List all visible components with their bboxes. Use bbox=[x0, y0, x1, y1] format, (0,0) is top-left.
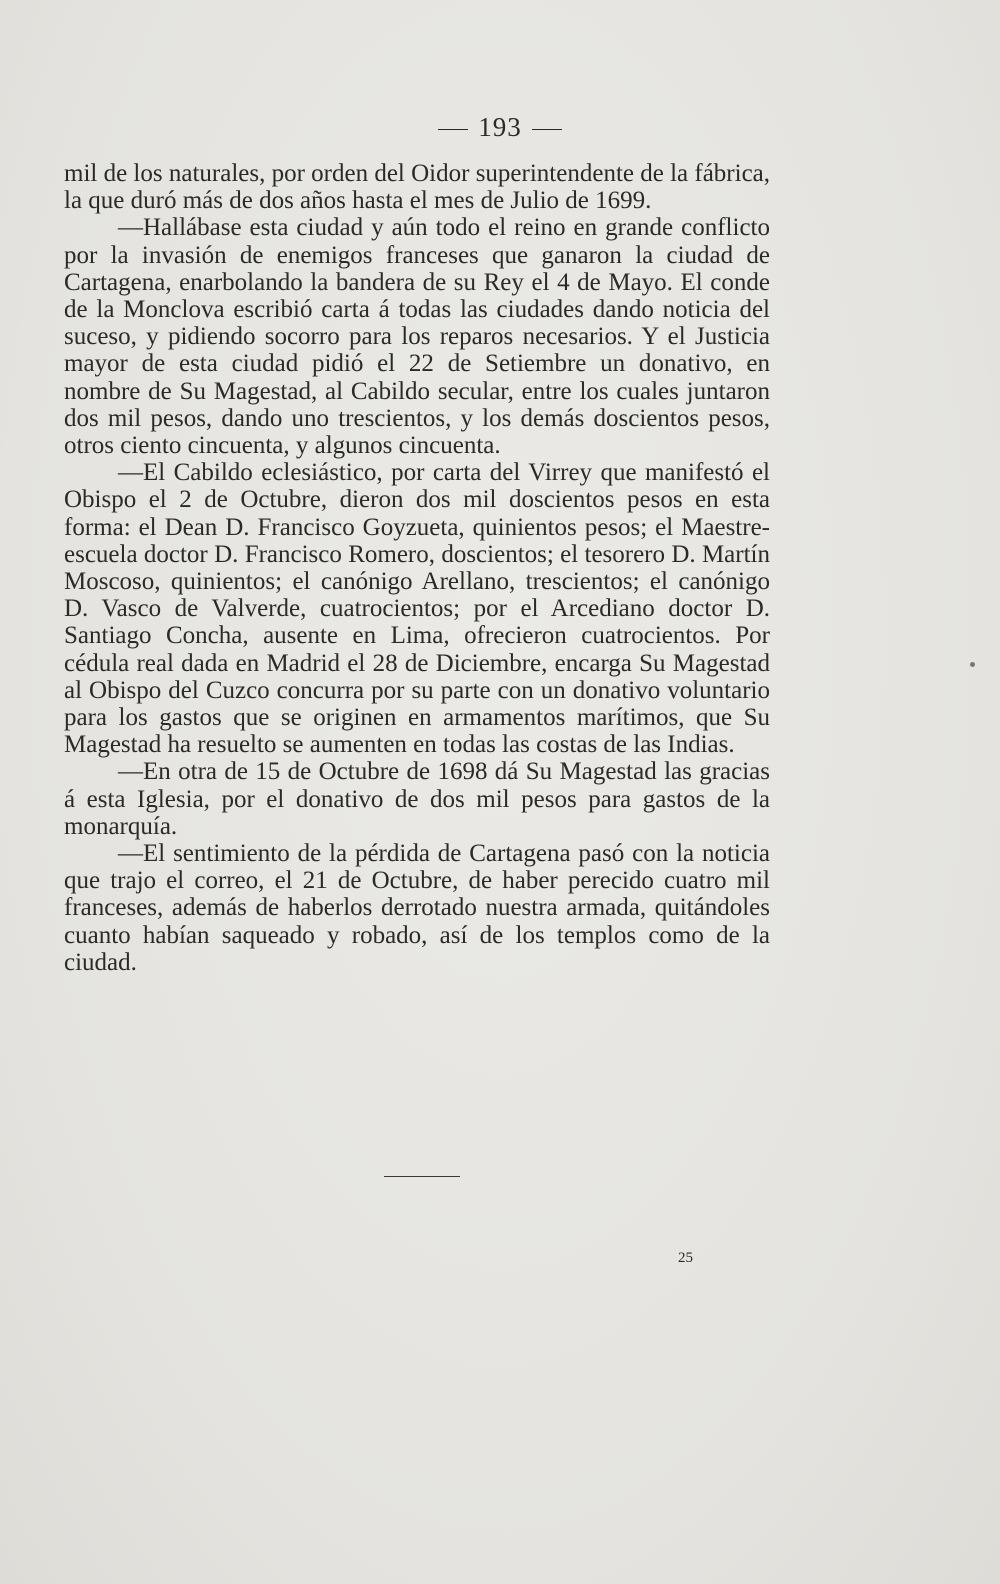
page-header bbox=[0, 112, 1000, 143]
printer-signature: 25 bbox=[678, 1250, 693, 1266]
paragraph: —En otra de 15 de Octubre de 1698 dá Su Magestad las gracias á esta Iglesia, por el donativo de dos mil pesos para gastos de la monarquía. bbox=[64, 758, 770, 840]
header-dash-left bbox=[438, 129, 468, 130]
paper-speck bbox=[970, 662, 975, 667]
paragraph: —Hallábase esta ciudad y aún todo el reino en grande conflicto por la invasión de enemigos franceses que ganaron la ciudad de Cartagena, enarbolando la bandera de su Rey el 4 de Mayo. El conde de la Monclova escribió carta á todas las ciudades dando noticia del suceso, y pidiendo socorro para los reparos necesarios. Y el Justicia mayor de esta ciudad pidió el 22 de Setiembre un donativo, en nombre de Su Magestad, al Cabildo secular, entre los cuales juntaron dos mil pesos, dando uno trescientos, y los demás doscientos pesos, otros ciento cincuenta, y algunos cincuenta. bbox=[64, 214, 770, 460]
paragraph: mil de los naturales, por orden del Oidor superintendente de la fábrica, la que duró más de dos años hasta el mes de Julio de 1699. bbox=[64, 160, 771, 215]
section-divider bbox=[384, 1176, 460, 1177]
body-text bbox=[64, 160, 770, 976]
paragraph: —El sentimiento de la pérdida de Cartagena pasó con la noticia que trajo el correo, el 21 de Octubre, de haber perecido cuatro mil franceses, además de haberlos derrotado nuestra armada, quitándoles cuanto habían saqueado y robado, así de los templos como de la ciudad. bbox=[64, 840, 770, 976]
page-number: 193 bbox=[478, 112, 522, 142]
header-dash-right bbox=[532, 129, 562, 130]
paragraph: —El Cabildo eclesiástico, por carta del Virrey que manifestó el Obispo el 2 de Octubre, dieron dos mil doscientos pesos en esta forma: el Dean D. Francisco Goyzueta, quinientos pesos; el Maestre-escuela doctor D. Francisco Romero, doscientos; el tesorero D. Martín Moscoso, quinientos; el canónigo Arellano, trescientos; el canónigo D. Vasco de Valverde, cuatrocientos; por el Arcediano doctor D. Santiago Concha, ausente en Lima, ofrecieron cuatrocientos. Por cédula real dada en Madrid el 28 de Diciembre, encarga Su Magestad al Obispo del Cuzco concurra por su parte con un donativo voluntario para los gastos que se originen en armamentos marítimos, que Su Magestad ha resuelto se aumenten en todas las costas de las Indias. bbox=[64, 459, 770, 759]
